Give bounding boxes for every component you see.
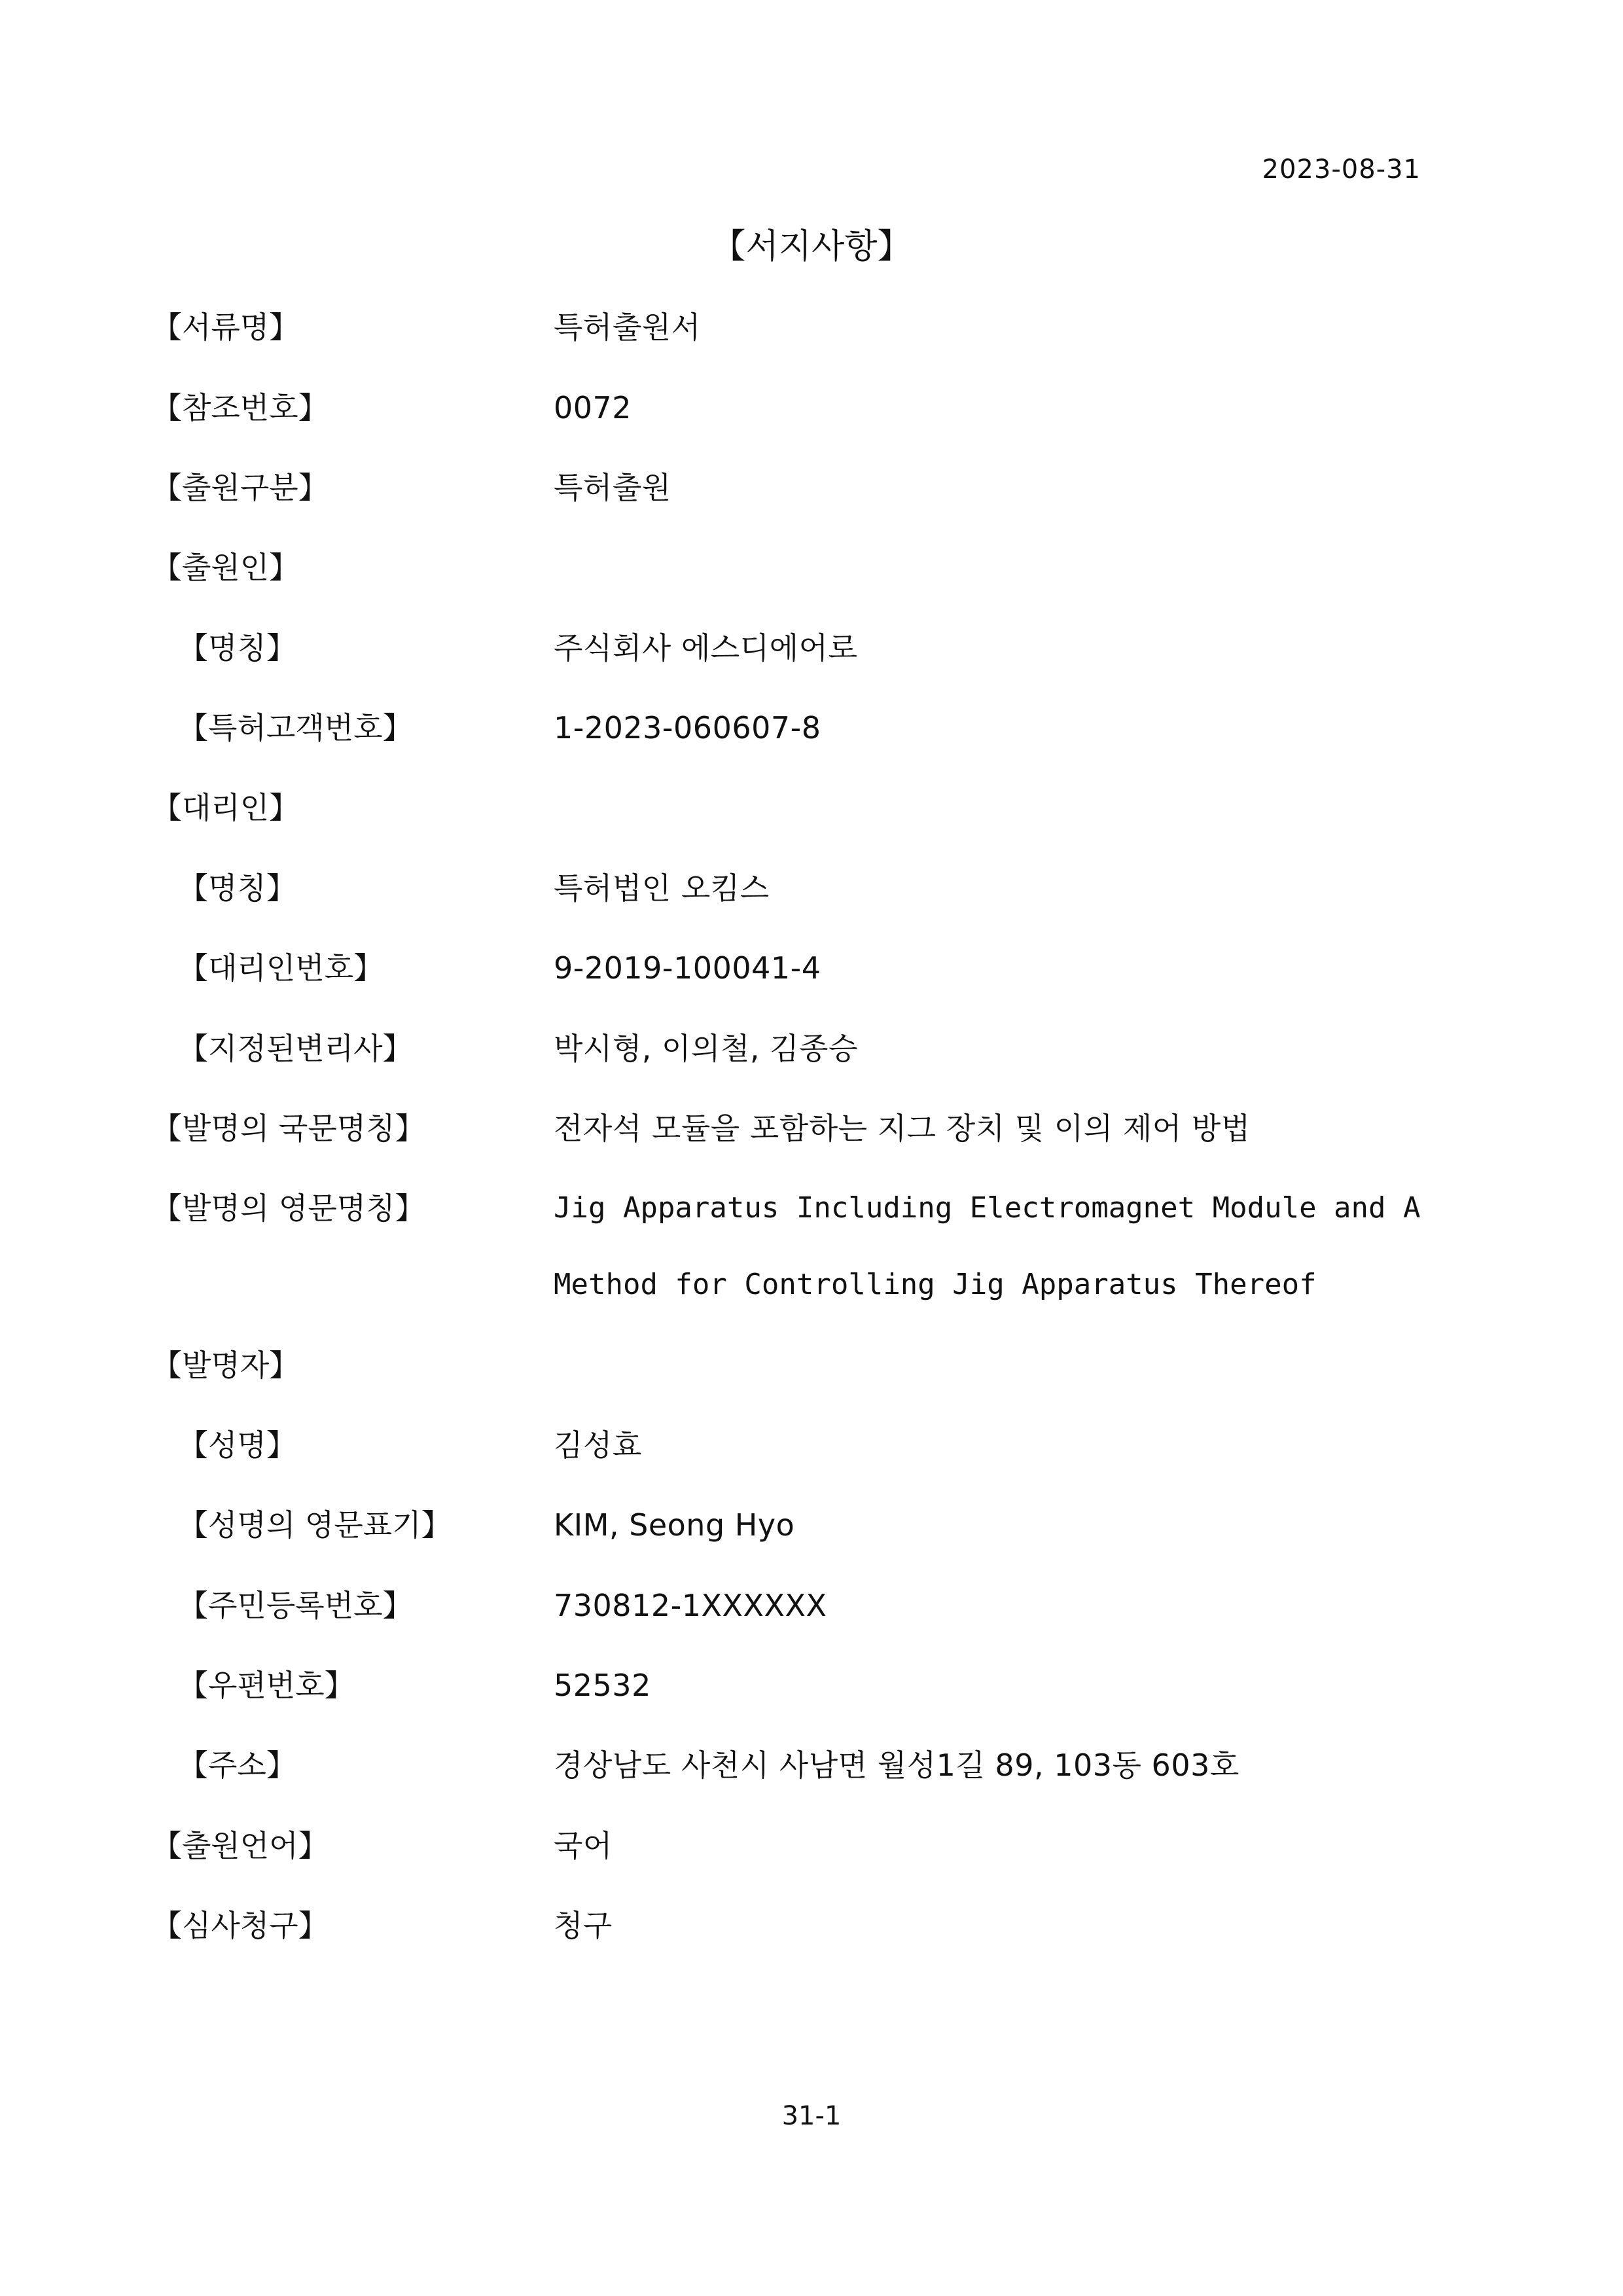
- field-label: 【출원언어】: [152, 1828, 329, 1863]
- field-label: 【참조번호】: [152, 390, 329, 425]
- field-row-app-type: [0, 461, 1623, 514]
- field-value: 주식회사 에스디에어로: [554, 630, 858, 666]
- field-value: 730812-1XXXXXX: [554, 1588, 827, 1623]
- field-row-address: [0, 1739, 1623, 1791]
- section-row-inventor: [0, 1339, 1623, 1391]
- field-value: 김성효: [554, 1427, 642, 1463]
- field-value: 특허출원서: [554, 310, 701, 345]
- field-label: 【성명】: [178, 1427, 296, 1463]
- field-row-title-en: [0, 1182, 1623, 1234]
- field-label: 【대리인번호】: [178, 950, 384, 986]
- field-row-exam-request: [0, 1899, 1623, 1952]
- field-value: KIM, Seong Hyo: [554, 1507, 795, 1543]
- document-date: 2023-08-31: [1262, 154, 1421, 185]
- field-label: 【주소】: [178, 1748, 296, 1783]
- page-number: 31-1: [781, 2101, 842, 2131]
- section-row-agent: [0, 781, 1623, 834]
- field-value: 9-2019-100041-4: [554, 950, 821, 986]
- field-row-ref-no: [0, 382, 1623, 434]
- field-row-rrn: [0, 1579, 1623, 1632]
- field-value: 국어: [554, 1828, 613, 1863]
- field-value: 1-2023-060607-8: [554, 710, 821, 745]
- field-row-attorneys: [0, 1022, 1623, 1075]
- page-heading: 【서지사항】: [711, 227, 912, 266]
- section-label: 【발명자】: [152, 1348, 300, 1383]
- field-row-title-ko: [0, 1102, 1623, 1155]
- field-value: 전자석 모듈을 포함하는 지그 장치 및 이의 제어 방법: [554, 1111, 1251, 1146]
- field-row-title-en-cont: [0, 1259, 1623, 1311]
- field-row-postal: [0, 1659, 1623, 1712]
- field-label: 【성명의 영문표기】: [178, 1507, 452, 1543]
- field-value-line-1: Jig Apparatus Including Electromagnet Module and A: [554, 1191, 1421, 1225]
- field-label: 【발명의 영문명칭】: [152, 1191, 425, 1226]
- field-value: 청구: [554, 1908, 613, 1943]
- field-label: 【명칭】: [178, 630, 296, 666]
- field-value: 52532: [554, 1668, 651, 1703]
- field-row-language: [0, 1820, 1623, 1872]
- field-label: 【우편번호】: [178, 1668, 355, 1703]
- field-row-applicant-name: [0, 622, 1623, 674]
- field-row-inventor-name-en: [0, 1499, 1623, 1551]
- section-row-applicant: [0, 541, 1623, 594]
- field-label: 【주민등록번호】: [178, 1588, 413, 1623]
- field-label: 【특허고객번호】: [178, 710, 413, 745]
- section-label: 【대리인】: [152, 790, 300, 825]
- field-label: 【심사청구】: [152, 1908, 329, 1943]
- field-value: 박시형, 이의철, 김종승: [554, 1031, 858, 1066]
- field-row-doc-name: [0, 301, 1623, 353]
- field-value: 0072: [554, 390, 632, 425]
- field-value-line-2: Method for Controlling Jig Apparatus Thereof: [554, 1268, 1317, 1301]
- field-row-agent-no: [0, 942, 1623, 994]
- field-value: 특허법인 오킴스: [554, 870, 770, 906]
- field-label: 【발명의 국문명칭】: [152, 1111, 425, 1146]
- field-label: 【서류명】: [152, 310, 300, 345]
- field-row-inventor-name: [0, 1419, 1623, 1471]
- field-row-agent-name: [0, 862, 1623, 914]
- field-label: 【명칭】: [178, 870, 296, 906]
- section-label: 【출원인】: [152, 550, 300, 585]
- field-label: 【지정된변리사】: [178, 1031, 413, 1066]
- field-value: 특허출원: [554, 470, 671, 505]
- field-row-customer-no: [0, 702, 1623, 754]
- field-value: 경상남도 사천시 사남면 월성1길 89, 103동 603호: [554, 1748, 1240, 1783]
- field-label: 【출원구분】: [152, 470, 329, 505]
